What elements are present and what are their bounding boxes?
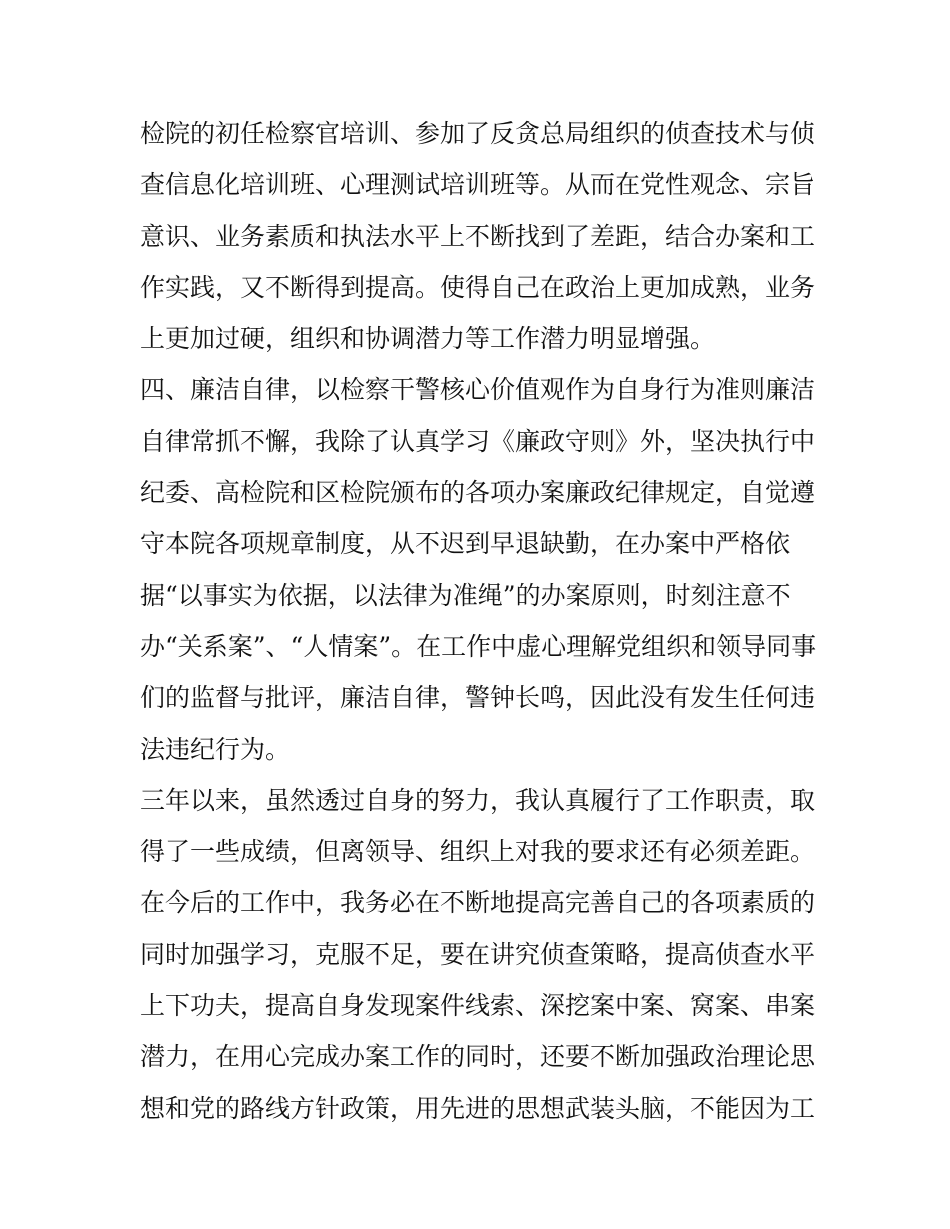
text-line: 检院的初任检察官培训、参加了反贪总局组织的侦查技术与侦 <box>140 119 816 148</box>
text-line: 四、廉洁自律，以检察干警核心价值观作为自身行为准则廉洁 <box>140 375 816 405</box>
text-line: 想和党的路线方针政策，用先进的思想武装头脑，不能因为工 <box>140 1093 816 1123</box>
text-line: 法违纪行为。 <box>140 734 291 764</box>
text-line: 守本院各项规章制度，从不迟到早退缺勤，在办案中严格依 <box>140 529 791 559</box>
text-line: 据“以事实为依据，以法律为准绳”的办案原则，时刻注意不 <box>140 580 791 610</box>
text-line: 三年以来，虽然透过自身的努力，我认真履行了工作职责，取 <box>140 785 816 815</box>
text-line: 上更加过硬，组织和协调潜力等工作潜力明显增强。 <box>140 324 716 354</box>
text-line: 上下功夫，提高自身发现案件线索、深挖案中案、窝案、串案 <box>140 991 816 1021</box>
text-line: 得了一些成绩，但离领导、组织上对我的要求还有必须差距。 <box>140 837 816 867</box>
text-line: 在今后的工作中，我务必在不断地提高完善自己的各项素质的 <box>140 888 816 918</box>
text-line: 同时加强学习，克服不足，要在讲究侦查策略，提高侦查水平 <box>140 939 816 969</box>
text-line: 意识、业务素质和执法水平上不断找到了差距，结合办案和工 <box>140 221 816 251</box>
text-line: 自律常抓不懈，我除了认真学习《廉政守则》外，坚决执行中 <box>140 426 816 456</box>
text-line: 潜力，在用心完成办案工作的同时，还要不断加强政治理论思 <box>140 1042 816 1072</box>
text-line: 们的监督与批评，廉洁自律，警钟长鸣，因此没有发生任何违 <box>140 683 816 713</box>
text-line: 纪委、高检院和区检院颁布的各项办案廉政纪律规定，自觉遵 <box>140 478 816 508</box>
text-line: 查信息化培训班、心理测试培训班等。从而在党性观念、宗旨 <box>140 170 816 200</box>
body-text <box>140 108 820 1134</box>
text-line: 办“关系案”、“人情案”。在工作中虚心理解党组织和领导同事 <box>140 631 817 661</box>
text-line: 作实践，又不断得到提高。使得自己在政治上更加成熟，业务 <box>140 272 816 302</box>
